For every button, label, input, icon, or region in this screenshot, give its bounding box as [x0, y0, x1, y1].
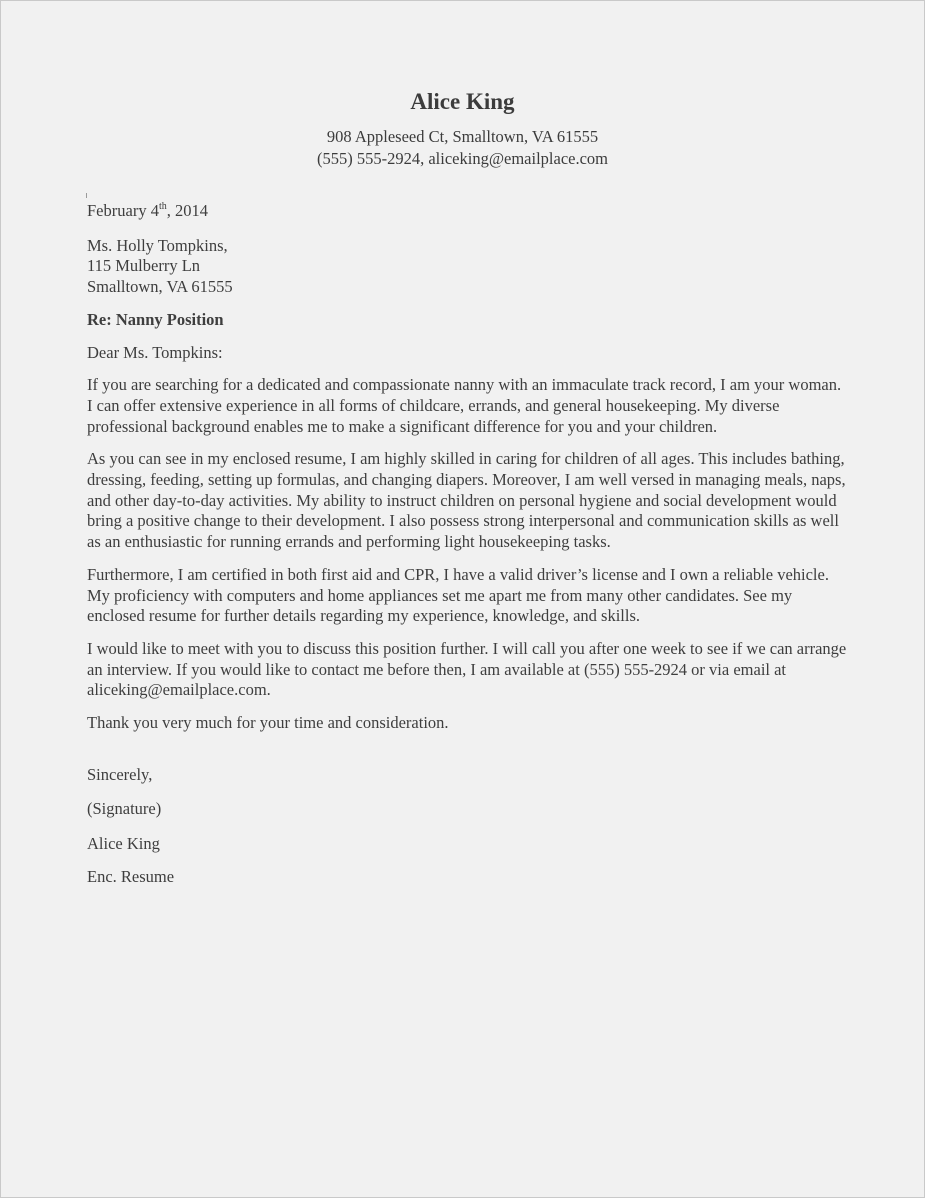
subject-line: Re: Nanny Position: [87, 309, 224, 329]
paragraph-3: Furthermore, I am certified in both first aid and CPR, I have a valid driver’s license and I own a reliable vehicle. My proficiency with computers and home appliances set me apart me from many other candidates. See my enclosed resume for further details regarding my experience, knowledge, and skills.: [87, 564, 829, 626]
date-month-day: February 4: [87, 201, 159, 220]
enclosure-note: Enc. Resume: [87, 866, 175, 886]
date-ordinal: th: [158, 201, 167, 212]
paragraph-5: Thank you very much for your time and consideration.: [87, 713, 449, 733]
signer-name: Alice King: [87, 834, 160, 854]
sender-phone-email: (555) 555-2924, aliceking@emailplace.com: [316, 149, 608, 168]
date-year: , 2014: [166, 201, 208, 220]
paragraph-1: If you are searching for a dedicated and compassionate nanny with an immaculate track record, I am your woman. I can offer extensive experience in all forms of childcare, errands, and general housekeeping. My diverse professional background enables me to make a significant difference for you and your children.: [87, 375, 842, 436]
margin-mark: [86, 193, 87, 198]
closing: Sincerely,: [87, 764, 153, 784]
letter-date: [87, 201, 847, 222]
recipient-city: Smalltown, VA 61555: [87, 277, 233, 297]
sender-address: 908 Appleseed Ct, Smalltown, VA 61555: [326, 127, 599, 146]
recipient-block: [87, 236, 847, 298]
paragraph-2: As you can see in my enclosed resume, I am highly skilled in caring for children of all ages. This includes bathing, dressing, feeding, setting up formulas, and changing diapers. Moreover, I am well versed in managing meals, naps, and other day-to-day activities. My ability to instruct children on personal hygiene and social development would bring a positive change to their development. I also possess strong interpersonal and communication skills as well as an enthusiastic for running errands and performing light housekeeping tasks.: [87, 449, 846, 552]
sender-name: Alice King: [410, 89, 515, 114]
signature-placeholder: (Signature): [87, 799, 162, 819]
letter-header: [1, 85, 924, 170]
recipient-name: Ms. Holly Tompkins,: [87, 235, 228, 255]
recipient-street: 115 Mulberry Ln: [87, 256, 201, 276]
salutation: Dear Ms. Tompkins:: [87, 342, 223, 362]
paragraph-4: I would like to meet with you to discuss this position further. I will call you after one week to see if we can arrange an interview. If you would like to contact me before then, I am available at (555) 555-2924 or via email at aliceking@emailplace.com.: [87, 638, 847, 700]
letter-body: [87, 201, 847, 888]
